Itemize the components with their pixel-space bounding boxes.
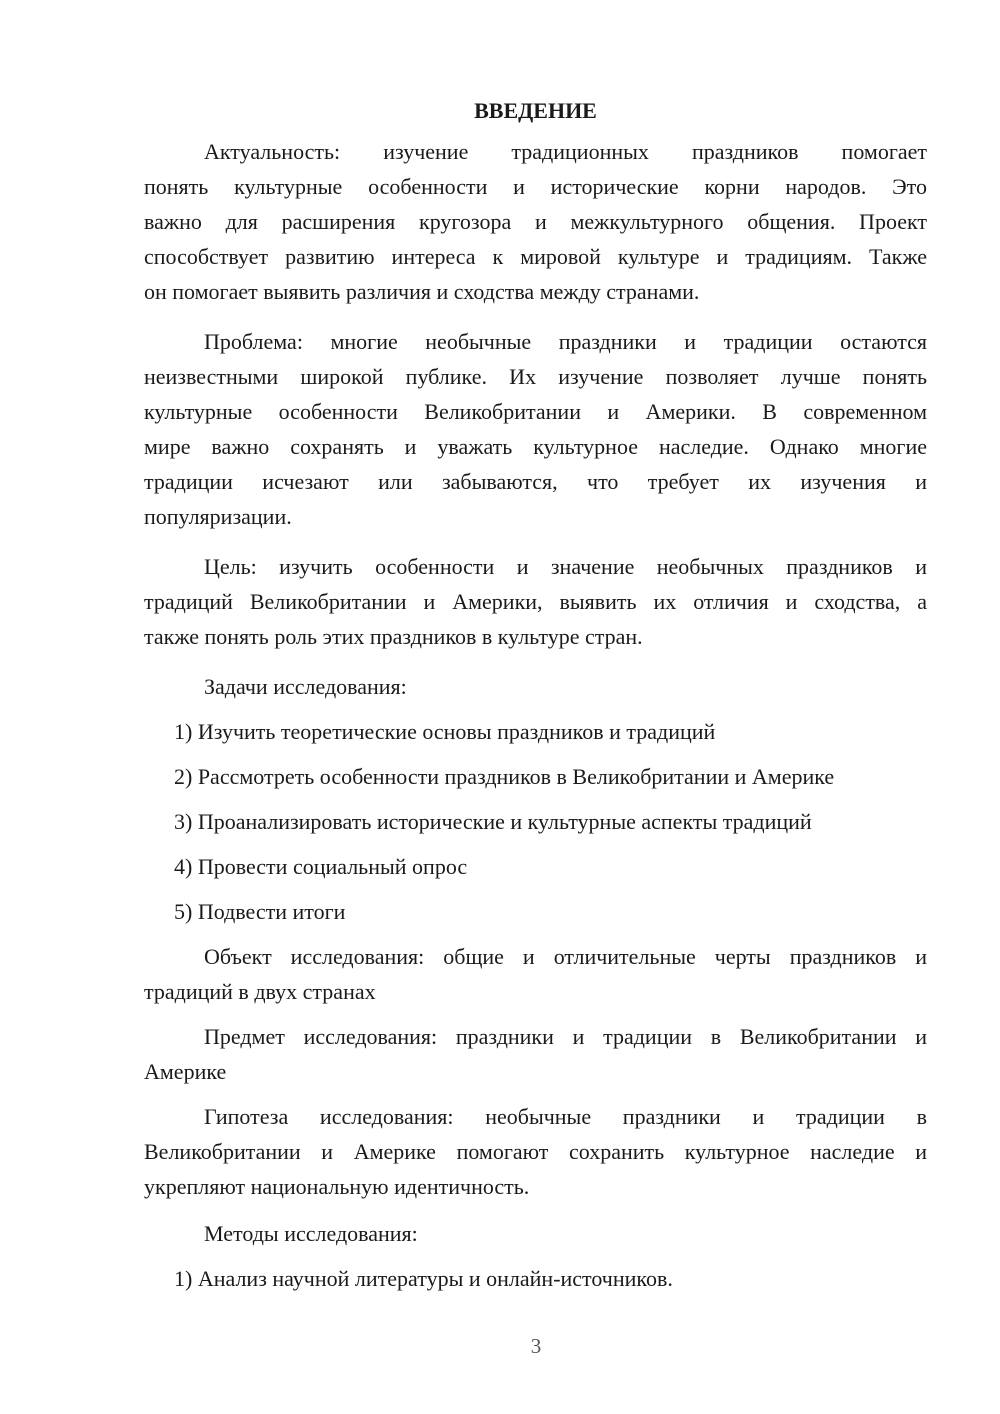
paragraph-line: Цель: изучить особенности и значение необычных праздников и <box>204 554 927 579</box>
paragraph-line: Предмет исследования: праздники и традиции в Великобритании и <box>204 1024 927 1049</box>
page-title: ВВЕДЕНИЕ <box>474 98 597 123</box>
list-item: 5) Подвести итоги <box>174 899 346 924</box>
paragraph-line: мире важно сохранять и уважать культурное наследие. Однако многие <box>144 434 927 459</box>
tasks-list <box>144 714 927 929</box>
list-item: 3) Проанализировать исторические и культурные аспекты традиций <box>174 809 812 834</box>
tasks-heading: Задачи исследования: <box>204 674 407 699</box>
paragraph-line: Великобритании и Америке помогают сохранить культурное наследие и <box>144 1139 927 1164</box>
list-item: 2) Рассмотреть особенности праздников в Великобритании и Америке <box>174 764 835 789</box>
paragraph-line: понять культурные особенности и исторические корни народов. Это <box>144 174 927 199</box>
relevance-paragraph <box>144 134 927 309</box>
paragraph-line: Актуальность: изучение традиционных праздников помогает <box>204 139 927 164</box>
paragraph-line: традиции исчезают или забываются, что требует их изучения и <box>144 469 927 494</box>
page-number: 3 <box>530 1334 542 1358</box>
paragraph-line: важно для расширения кругозора и межкультурного общения. Проект <box>144 209 927 234</box>
paragraph-line: культурные особенности Великобритании и Америки. В современном <box>144 399 927 424</box>
subject-paragraph <box>144 1019 927 1089</box>
list-item: 4) Провести социальный опрос <box>174 854 468 879</box>
paragraph-line: Гипотеза исследования: необычные праздники и традиции в <box>204 1104 927 1129</box>
list-item: 1) Анализ научной литературы и онлайн-источников. <box>174 1266 673 1291</box>
goal-paragraph <box>144 549 927 654</box>
hypothesis-paragraph <box>144 1099 927 1204</box>
paragraph-line: неизвестными широкой публике. Их изучение позволяет лучше понять <box>144 364 927 389</box>
paragraph-line: Америке <box>144 1059 227 1084</box>
list-item: 1) Изучить теоретические основы праздников и традиций <box>174 719 716 744</box>
methods-list <box>144 1261 927 1296</box>
paragraph-line: укрепляют национальную идентичность. <box>144 1174 530 1199</box>
paragraph-line: способствует развитию интереса к мировой культуре и традициям. Также <box>144 244 927 269</box>
paragraph-line: популяризации. <box>144 504 292 529</box>
paragraph-line: Проблема: многие необычные праздники и традиции остаются <box>204 329 927 354</box>
object-paragraph <box>144 939 927 1009</box>
methods-heading: Методы исследования: <box>204 1221 418 1246</box>
paragraph-line: традиций в двух странах <box>144 979 376 1004</box>
paragraph-line: традиций Великобритании и Америки, выявить их отличия и сходства, а <box>144 589 927 614</box>
paragraph-line: Объект исследования: общие и отличительные черты праздников и <box>204 944 927 969</box>
paragraph-line: он помогает выявить различия и сходства между странами. <box>144 279 700 304</box>
problem-paragraph <box>144 324 927 534</box>
paragraph-line: также понять роль этих праздников в культуре стран. <box>144 624 643 649</box>
page-content <box>144 94 927 1296</box>
